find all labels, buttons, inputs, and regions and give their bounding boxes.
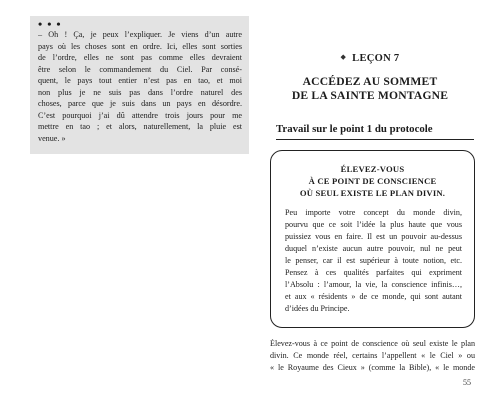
frame-title-line: ÉLEVEZ-VOUS xyxy=(340,164,405,174)
frame-body-line: l’Absolu : l’amour, la vie, la conscience infinis…, xyxy=(285,280,462,289)
quote-line: C’est pourquoi j’ai dû attendre trois jours pour me xyxy=(38,110,242,120)
ellipsis-marker: • • • xyxy=(38,17,62,31)
frame-body-line: pourvu que ce soit l’idée la plus haute que vous xyxy=(285,220,462,229)
frame-title-line: À CE POINT DE CONSCIENCE xyxy=(308,176,437,186)
section-heading: Travail sur le point 1 du protocole xyxy=(276,123,433,135)
quote-line: mettre en tao ; et alors, naturellement, la pluie est xyxy=(38,122,242,131)
quote-line: pays où les choses sont en ordre. Ici, elles sont sorties xyxy=(38,41,242,51)
quote-line: être selon le commandement du Ciel. Par consé- xyxy=(38,64,242,74)
chapter-title-line-2: DE LA SAINTE MONTAGNE xyxy=(291,89,449,102)
page-number: 55 xyxy=(463,378,471,387)
frame-body-line: duquel n’existe aucun autre pouvoir, nul ne peut xyxy=(285,244,462,253)
lesson-label-text: LEÇON 7 xyxy=(352,53,400,64)
frame-body-line: et aux « résidents » de ce monde, qui sont autant xyxy=(285,292,462,301)
quote-line: venue. » xyxy=(38,133,66,143)
quote-line: choses, parce que je suis dans un pays en désordre. xyxy=(38,99,242,108)
quote-line: – Oh ! Ça, je peux l’expliquer. Je viens d’un autre xyxy=(38,30,242,39)
chapter-title-line-1: ACCÉDEZ AU SOMMET xyxy=(302,75,438,88)
quote-line: quent, le pays tout entier n’est pas en tao, et moi xyxy=(38,76,242,85)
frame-title-line: OÙ SEUL EXISTE LE PLAN DIVIN. xyxy=(299,188,446,198)
frame-body-line: Pensez à ces qualités parfaites qui expriment xyxy=(285,268,462,277)
lesson-label xyxy=(260,52,480,64)
body-text-line: divin. Ce monde réel, certains l’appellent « le Ciel » ou xyxy=(270,351,475,360)
quote-text xyxy=(38,29,242,144)
quote-line: de l’ordre, elles ne sont pas comme elles devraient xyxy=(38,53,242,62)
frame-body-line: puissiez vous en faire. Il est un pouvoir au-dessus xyxy=(285,232,462,241)
body-text-line: Élevez-vous à ce point de conscience où seul existe le plan xyxy=(270,339,475,348)
frame-body-line: d’idées du Principe. xyxy=(285,304,350,313)
frame-body-line: le penser, car il est supérieur à toute notion, etc. xyxy=(285,256,462,265)
quote-line: non plus je ne suis pas dans l’ordre naturel des xyxy=(38,87,242,97)
quote-box xyxy=(30,16,249,154)
diamond-bullet-icon: ◆ xyxy=(340,53,347,61)
frame-body-line: Peu importe votre concept du monde divin, xyxy=(285,208,462,217)
body-text-line: « le Royaume des Cieux » (comme la Bible), « le monde xyxy=(270,363,475,372)
section-underline xyxy=(276,139,474,140)
